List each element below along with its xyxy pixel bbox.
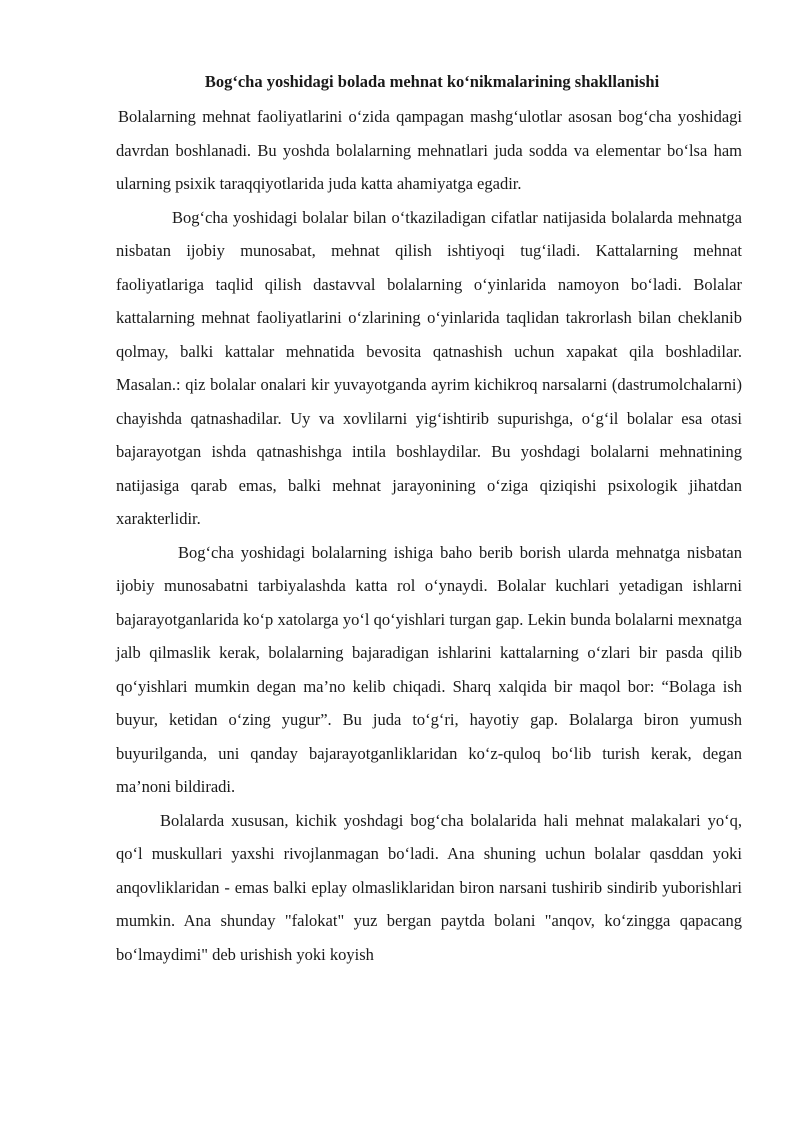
document-title: Bog‘cha yoshidagi bolada mehnat ko‘nikmalarining shakllanishi	[204, 72, 660, 91]
paragraph-2: Bog‘cha yoshidagi bolalar bilan o‘tkaziladigan cifatlar natijasida bolalarda mehnatga nisbatan ijobiy munosabat, mehnat qilish ishtiyoqi tug‘iladi. Kattalarning mehnat faoliyatlariga taqlid qilish dastavval bolalarning o‘yinlarida namoyon bo‘ladi. Bolalar kattalarning mehnat faoliyatlarini o‘zlarining o‘yinlarida taqlidan takrorlash bilan cheklanib qolmay, balki kattalar mehnatida bevosita qatnashish uchun xapakat qila boshladilar. Masalan.: qiz bolalar onalari kir yuvayotganda ayrim kichikroq narsalarni (dastrumolchalarni) chayishda qatnashadilar. Uy va xovlilarni yig‘ishtirib supurishga, o‘g‘il bolalar esa otasi bajarayotgan ishda qatnashishga intila boshlaydilar. Bu yoshdagi bolalarni mehnatining natijasiga qarab emas, balki mehnat jarayonining o‘ziga qiziqishi psixologik jihatdan xarakterlidir.	[116, 207, 742, 528]
page-content	[116, 70, 742, 971]
paragraph-1: Bolalarning mehnat faoliyatlarini o‘zida qampagan mashg‘ulotlar asosan bog‘cha yoshidagi davrdan boshlanadi. Bu yoshda bolalarning mehnatlari juda sodda va elementar bo‘lsa ham ularning psixik taraqqiyotlarida juda katta ahamiyatga egadir.	[116, 107, 742, 193]
paragraph-4: Bolalarda xususan, kichik yoshdagi bog‘cha bolalarida hali mehnat malakalari yo‘q, qo‘l muskullari yaxshi rivojlanmagan bo‘ladi. Ana shuning uchun bolalar qasddan yoki anqovliklaridan - emas balki eplay olmasliklaridan biron narsani tushirib sindirib yuborishlari mumkin. Ana shunday "falokat" yuz bergan paytda bolani "anqov, ko‘zingga qapacang bo‘lmaydimi" deb urishish yoki koyish	[116, 810, 742, 964]
paragraph-3: Bog‘cha yoshidagi bolalarning ishiga baho berib borish ularda mehnatga nisbatan ijobiy munosabatni tarbiyalashda katta rol o‘ynaydi. Bolalar kuchlari yetadigan ishlarni bajarayotganlarida ko‘p xatolarga yo‘l qo‘yishlari turgan gap. Lekin bunda bolalarni mexnatga jalb qilmaslik kerak, bolalarning bajaradigan ishlarini kattalarning o‘zlari bir pasda qilib qo‘yishlari mumkin degan ma’no kelib chiqadi. Sharq xalqida bir maqol bor: “Bolaga ish buyur, ketidan o‘zing yugur”. Bu juda to‘g‘ri, hayotiy gap. Bolalarga biron yumush buyurilganda, uni qanday bajarayotganliklaridan ko‘z-quloq bo‘lib turish kerak, degan ma’noni bildiradi.	[116, 542, 742, 796]
